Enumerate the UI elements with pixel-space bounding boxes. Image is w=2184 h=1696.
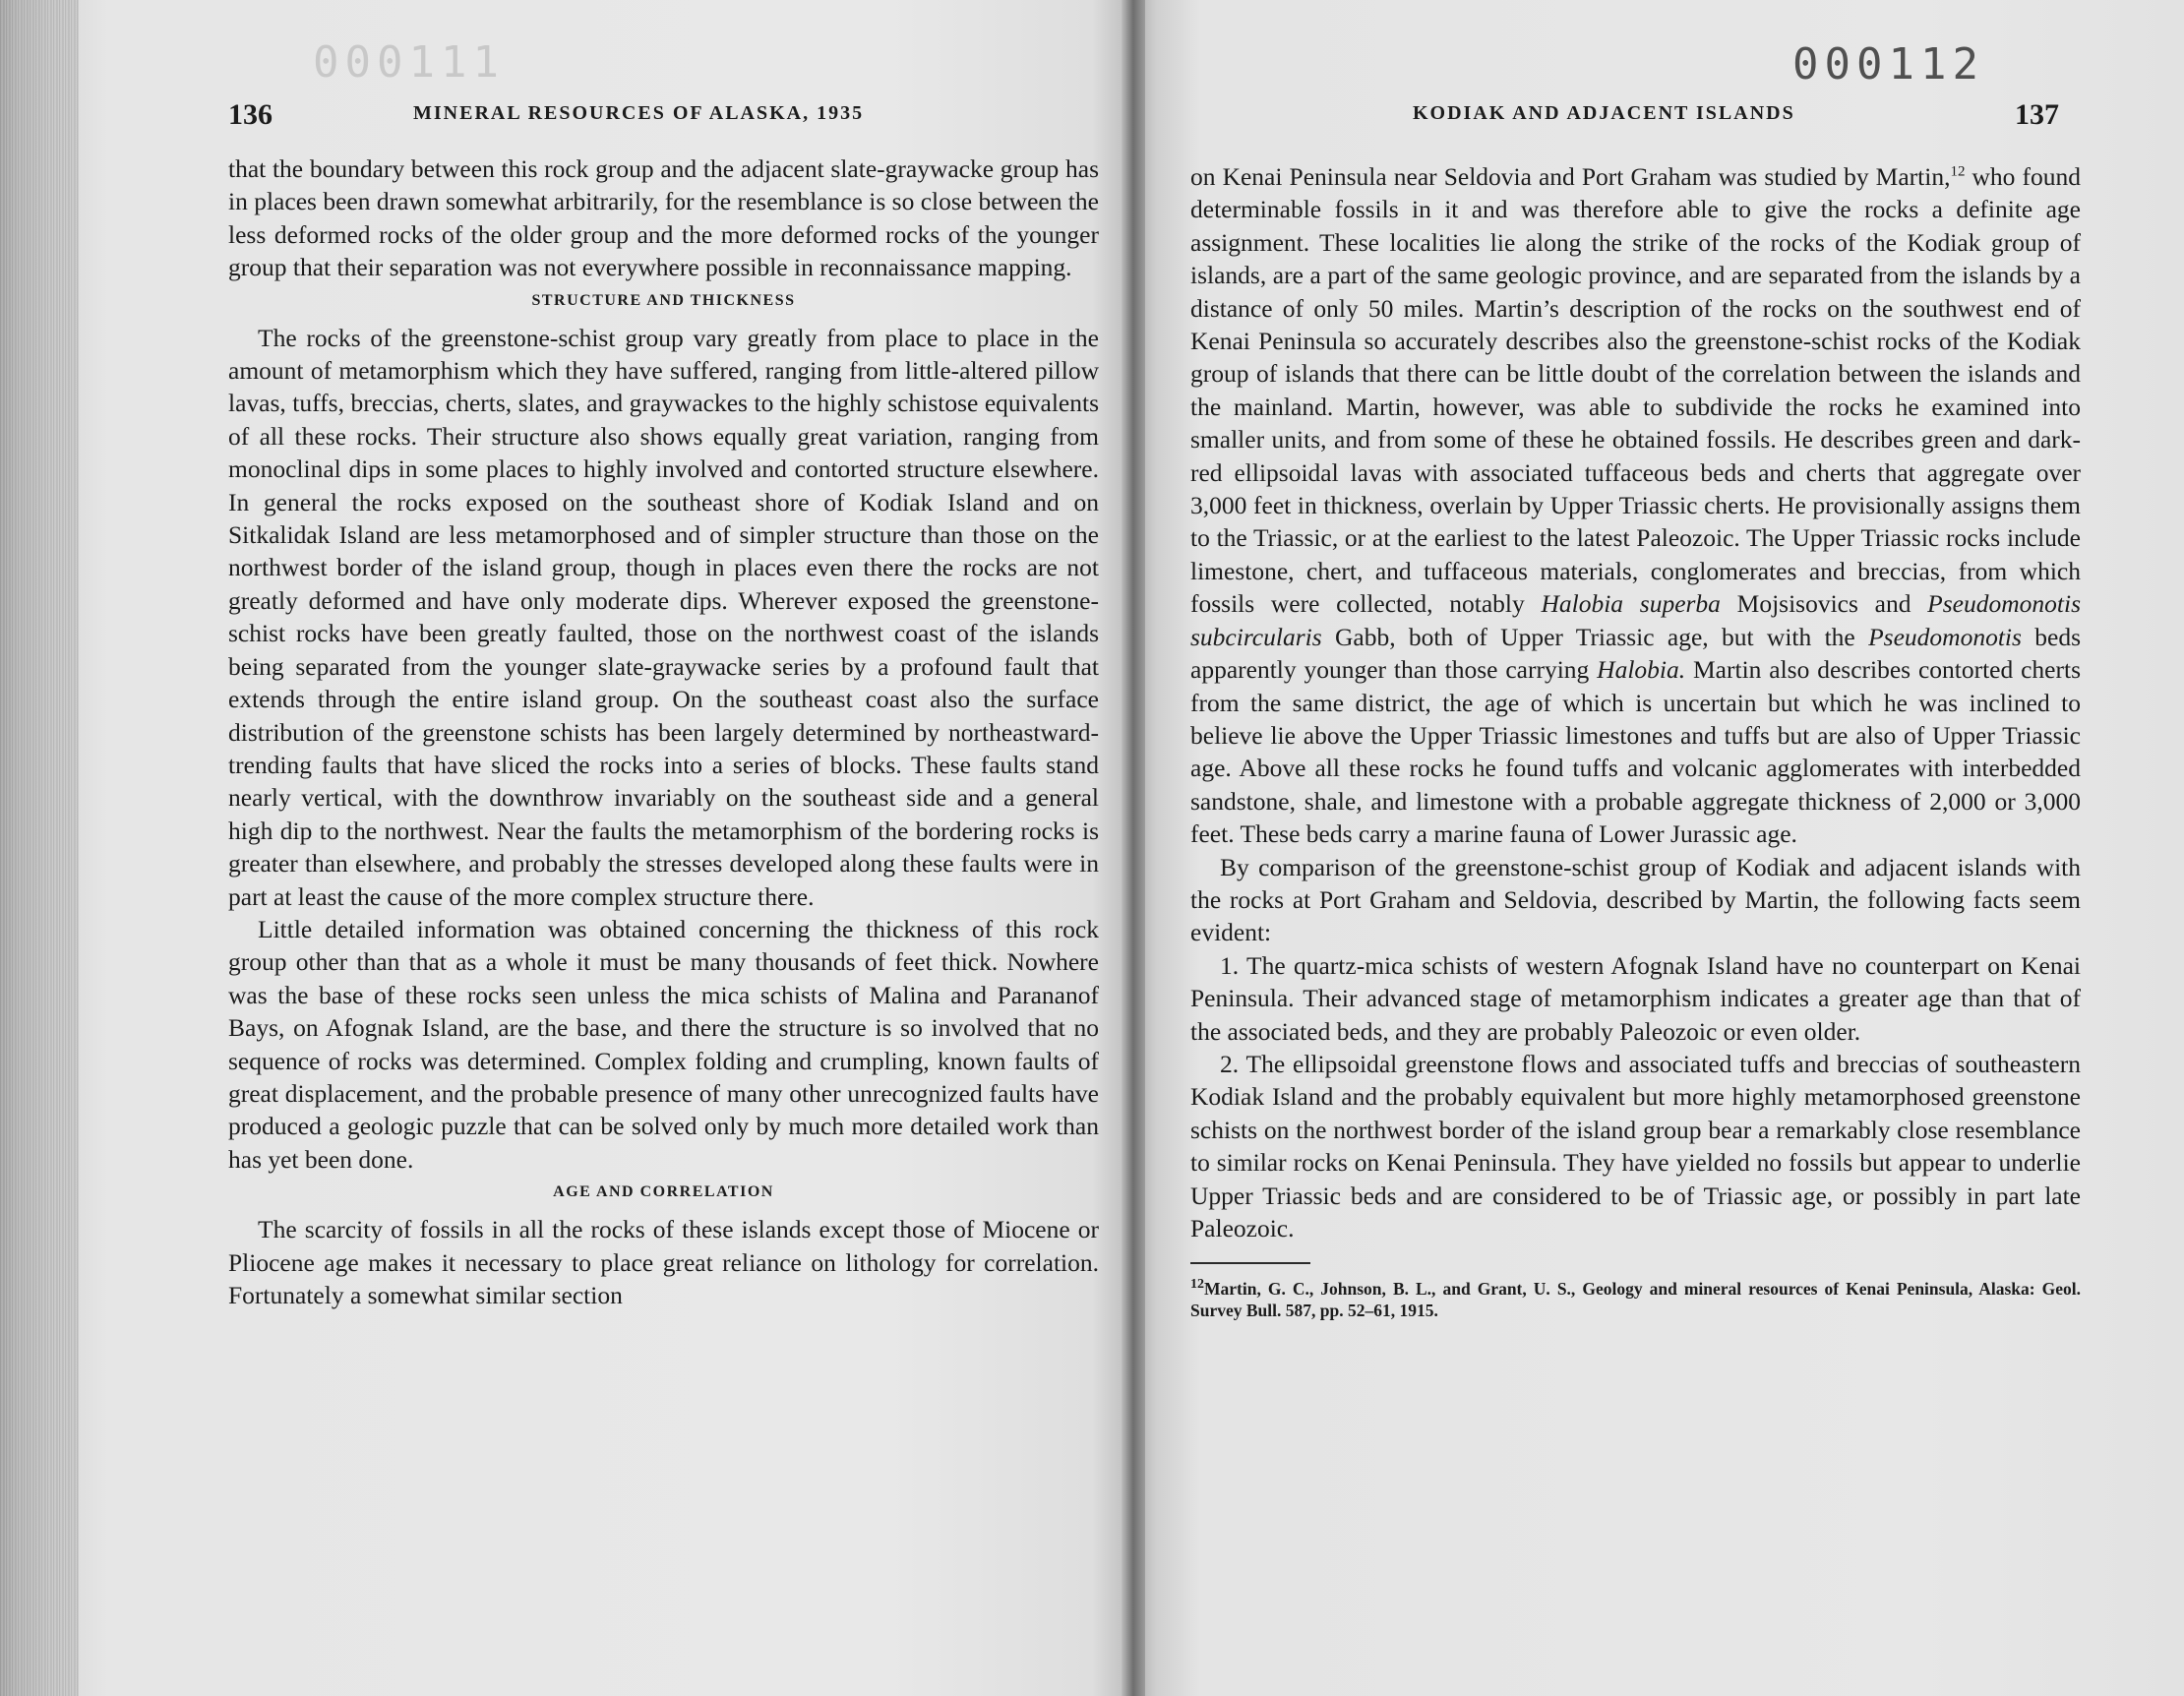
section-heading: STRUCTURE AND THICKNESS [531,291,796,309]
footnote-mark: 12 [1190,1277,1204,1293]
right-page [1131,0,2184,1696]
paragraph: The rocks of the greenstone-schist group vary greatly from place to place in the amount of metamorphism which they have suffered, ranging from little-altered pillow lavas, tuffs, breccias, cherts, slates, and graywackes to the highly schistose equivalents of all these rocks. Their structure also shows equally great variation, ranging from monoclinal dips in some places to highly involved and contorted structure elsewhere. In general the rocks exposed on the southeast shore of Kodiak Island and on Sitkalidak Island are less metamorphosed and of simpler structure than those on the northwest border of the island group, though in places even there the rocks are not greatly deformed and have only moderate dips. Wherever exposed the greenstone-schist rocks have been greatly faulted, those on the northwest coast of the islands being separated from the younger slate-graywacke series by a profound fault that extends through the entire island group. On the southeast coast also the surface distribution of the greenstone schists has been largely determined by northeastward-trending faults that have sliced the rocks into a series of blocks. These faults stand nearly vertical, with the downthrow invariably on the southeast side and a general high dip to the northwest. Near the faults the metamorphism of the bordering rocks is greater than elsewhere, and probably the stresses developed along these faults were in part at least the cause of the more complex structure there. [228,323,1099,911]
right-page-body [1190,160,2081,1321]
taxon-name: Pseudomonotis [1868,622,2022,651]
book-gutter [1122,0,1145,1696]
paragraph: that the boundary between this rock group and the adjacent slate-graywacke group has in places been drawn somewhat arbitrarily, for the resemblance is so close between the less deformed rocks of the older group and the more deformed rocks of the younger group that their separation was not everywhere possible in reconnaissance mapping. [228,154,1099,282]
paragraph: By comparison of the greenstone-schist group of Kodiak and adjacent islands with the rocks at Port Graham and Seldovia, described by Martin, the following facts seem evident: [1190,852,2081,947]
left-page-body [228,152,1099,1311]
paragraph: The scarcity of fossils in all the rocks of these islands except those of Miocene or Pliocene age makes it necessary to place great reliance on lithology for correlation. Fortunately a somewhat similar section [228,1215,1099,1309]
taxon-name: Pseudomonotis subcircularis [1190,589,2081,651]
page-edges [0,0,79,1696]
running-header-right: KODIAK AND ADJACENT ISLANDS [1413,102,1795,124]
taxon-name: Halobia. [1597,655,1686,685]
footnote: $^{12}$Martin, G. C., Johnson, B. L., and Grant, U. S., Geology and mineral resources of Kenai Peninsula, Alaska: Geol. Survey Bull. 587, pp. 52–61, 1915. [1190,1277,2081,1321]
footnote-rule [1190,1262,1310,1264]
section-heading: AGE AND CORRELATION [553,1183,774,1201]
page-number-right: 137 [2015,98,2059,131]
numbered-item: 2. The ellipsoidal greenstone flows and associated tuffs and breccias of southeastern Kodiak Island and the probably equivalent but more highly metamorphosed greenstone schists on the northwest border of the island group bear a remarkably close resemblance to similar rocks on Kenai Peninsula. They have yielded no fossils but appear to underlie Upper Triassic beds and are considered to be of Triassic age, or possibly in part late Paleozoic. [1190,1049,2081,1242]
running-header-left: MINERAL RESOURCES OF ALASKA, 1935 [413,102,865,124]
stamp-number: 000112 [1792,39,1984,90]
numbered-item: 1. The quartz-mica schists of western Afognak Island have no counterpart on Kenai Peninsula. Their advanced stage of metamorphism indicates a greater age than that of the associated beds, and they are probably Paleozoic or even older. [1190,950,2081,1046]
taxon-name: Halobia superba [1541,589,1721,619]
page-number-left: 136 [228,98,273,131]
paragraph: Little detailed information was obtained concerning the thickness of this rock group other than that as a whole it must be many thousands of feet thick. Nowhere was the base of these rocks seen unless the mica schists of Malina and Parananof Bays, on Afognak Island, are the base, and there the structure is so involved that no sequence of rocks was determined. Complex folding and crumpling, known faults of great displacement, and the probable presence of many other unrecognized faults have produced a geologic puzzle that can be solved only by much more detailed work than has yet been done. [228,914,1099,1174]
paragraph: on Kenai Peninsula near Seldovia and Port Graham was studied by Martin,$^{12}$ who found determinable fossils in it and was therefore able to give the rocks a definite age assignment. These localities lie along the strike of the rocks of the Kodiak group of islands, are a part of the same geologic province, and are separated from the islands by a distance of only 50 miles. Martin’s description of the rocks on the southwest end of Kenai Peninsula so accurately describes also the greenstone-schist rocks of the Kodiak group of islands that there can be little doubt of the correlation between the islands and the mainland. Martin, however, was able to subdivide the rocks he examined into smaller units, and from some of these he obtained fossils. He describes green and dark-red ellipsoidal lavas with associated tuffaceous beds and cherts that aggregate over 3,000 feet in thickness, overlain by Upper Triassic cherts. He provisionally assigns them to the Triassic, or at the earliest to the latest Paleozoic. The Upper Triassic rocks include limestone, chert, and tuffaceous materials, conglomerates and breccias, from which fossils were collected, notably Halobia superba Mojsisovics and Pseudomonotis subcircularis Gabb, both of Upper Triassic age, but with the Pseudomonotis beds apparently younger than those carrying Halobia. Martin also describes contorted cherts from the same district, the age of which is uncertain but which he was inclined to believe lie above the Upper Triassic limestones and tuffs but are also of Upper Triassic age. Above all these rocks he found tuffs and volcanic agglomerates with interbedded sandstone, shale, and limestone with a probable aggregate thickness of 2,000 or 3,000 feet. These beds carry a marine fauna of Lower Jurassic age. [1190,162,2081,849]
footnote-reference: 12 [1950,163,1966,180]
faint-stamp-number: 000111 [313,37,505,88]
